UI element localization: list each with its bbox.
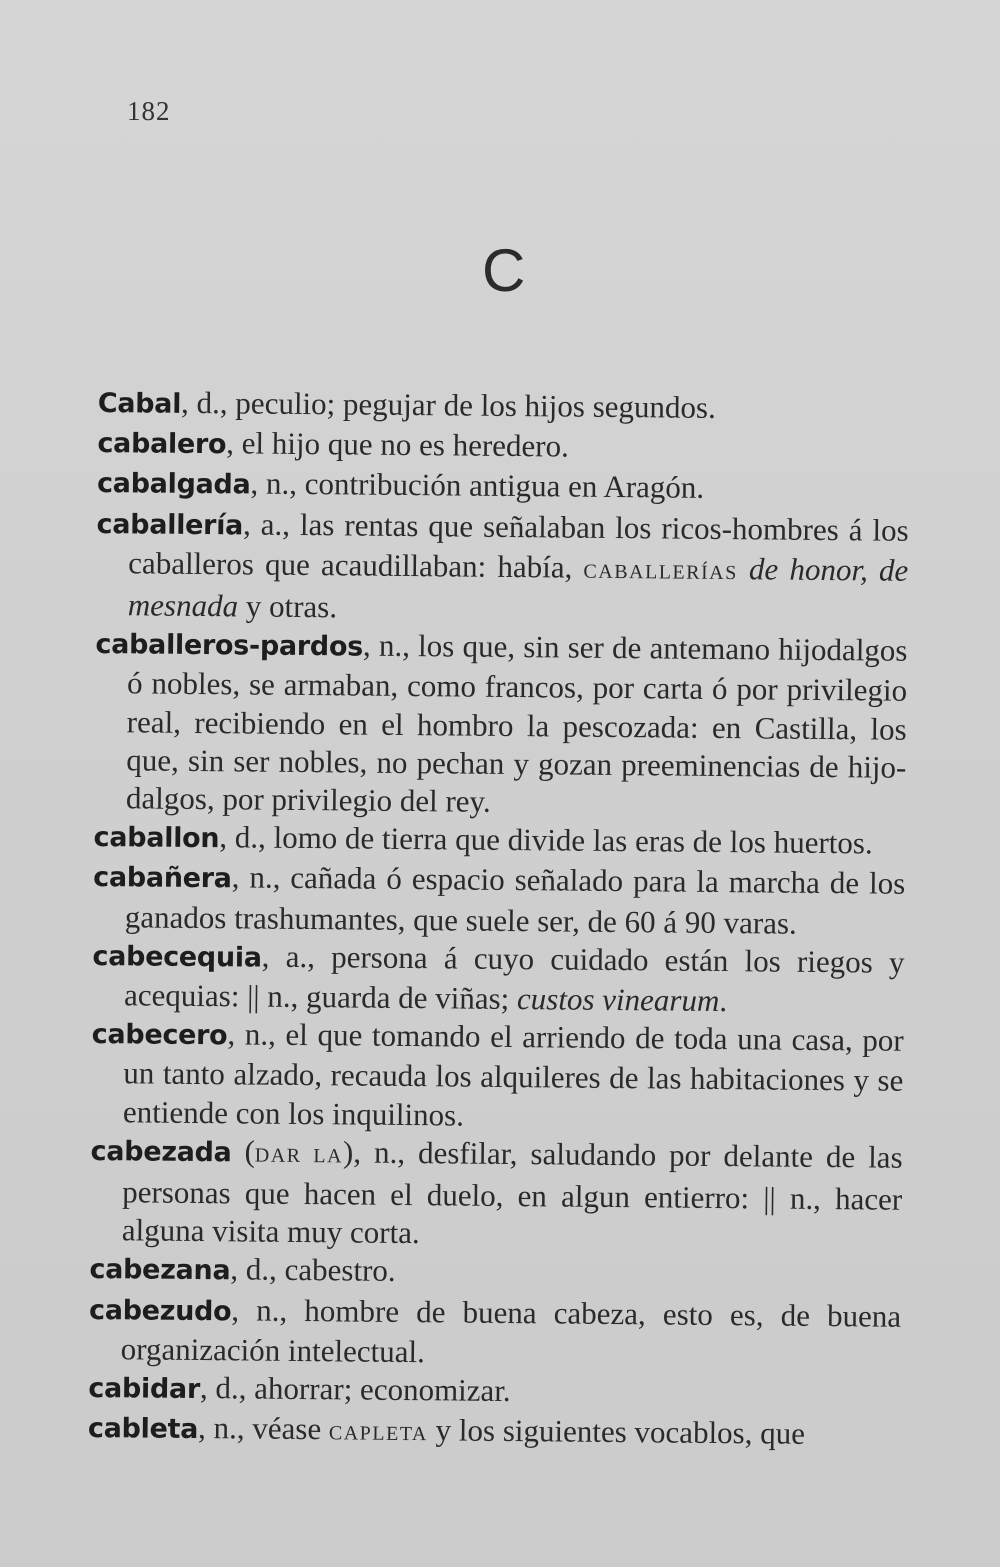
headword: cabecequia (92, 940, 262, 974)
entry-cabecequia (92, 936, 905, 1022)
definition: , d., peculio; pegujar de los hijos segundos. (180, 384, 716, 425)
definition: , d., cabestro. (230, 1251, 396, 1289)
headword: cabidar (88, 1373, 201, 1406)
definition: , d., lomo de tierra que divide las eras de los huertos. (219, 819, 873, 861)
page-number: 182 (127, 96, 171, 126)
definition: , n., contribución antigua en Aragón. (250, 465, 705, 506)
definition: , a., persona á cuyo cuidado están los riegos y acequias: || n., guarda de viñas; (123, 938, 905, 1017)
definition: , d., ahorrar; economizar. (199, 1370, 511, 1409)
definition: , n., el que tomando el arriendo de toda una casa, por un tanto alzado, recauda los alquileres de las habitaciones y se entiende con los inquilinos. (122, 1016, 904, 1133)
headword: caballon (93, 822, 220, 855)
entry-cabanera (93, 857, 906, 943)
headword: cabalero (97, 428, 227, 461)
entry-caballeros-pardos (94, 624, 908, 825)
small-caps-term: CAPLETA (328, 1422, 428, 1446)
headword: cabalgada (96, 468, 251, 501)
entry-cableta (88, 1408, 900, 1458)
small-caps-term: CABALLERÍAS (583, 560, 738, 584)
headword: cabezana (89, 1254, 231, 1287)
headword: cabezudo (88, 1294, 232, 1327)
italic-term: de honor, de mesnada (127, 550, 909, 624)
headword: caballeros-pardos (95, 629, 364, 663)
definition: , n., hombre de buena cabeza, esto es, de buena organización intelectual. (120, 1291, 902, 1370)
headword: Cabal (97, 387, 182, 420)
definition-end: y los siguientes vocablos, que (427, 1412, 806, 1452)
section-letter: C (482, 237, 526, 304)
definition: , a., las rentas que señalaban los ricos-hombres á los caballeros que acaudillaban: había, (128, 506, 909, 585)
italic-term: custos vinearum (516, 981, 720, 1019)
definition: , n., cañada ó espacio señalado para la marcha de los ganados trashumantes, que suele ser, de 60 á 90 varas. (124, 859, 906, 941)
small-caps-term: DAR LA (254, 1144, 344, 1168)
entry-cabecero (91, 1014, 904, 1138)
definition: , n., véase (197, 1410, 330, 1447)
entry-cabezudo (89, 1290, 902, 1376)
headword: cabezada (90, 1135, 232, 1169)
headword: cabañera (93, 862, 232, 895)
dictionary-entries (88, 383, 910, 1458)
bleed-through-text (110, 148, 930, 192)
entry-cabezada (90, 1131, 903, 1257)
definition-end: . (719, 983, 728, 1019)
definition: , n., los que, sin ser de antemano hijodalgos ó nobles, se armaban, como francos, por carta ó por privilegio real, recibiendo en el hombro la pescozada: en Castilla, los que, sin ser nobles, no pechan y gozan preeminencias de hijo-dalgos, por privilegio del rey. (125, 627, 908, 819)
definition: ), n., desfilar, saludando por delante de las personas que hacen el duelo, en algun entierro: || n., hacer alguna visita muy corta. (121, 1134, 903, 1251)
headword: cabecero (91, 1019, 228, 1052)
definition: , el hijo que no es heredero. (226, 425, 570, 464)
definition-end: y otras. (237, 588, 338, 625)
headword: caballería (96, 508, 244, 542)
headword: cableta (87, 1413, 199, 1446)
paren-open: ( (231, 1133, 256, 1169)
entry-caballeria (96, 504, 909, 632)
